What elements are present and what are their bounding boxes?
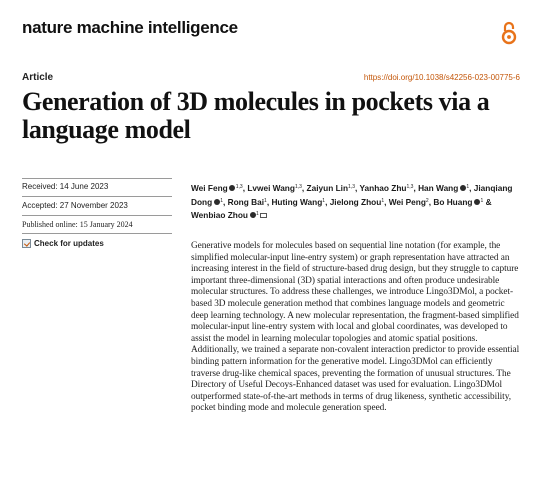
orcid-icon[interactable] <box>229 185 235 191</box>
author-affiliation: 1 <box>220 197 223 204</box>
mail-icon[interactable] <box>260 213 267 218</box>
author-name[interactable]: Han Wang <box>418 183 459 193</box>
open-access-icon[interactable] <box>500 20 518 46</box>
check-updates-label: Check for updates <box>34 239 104 248</box>
orcid-icon[interactable] <box>214 199 220 205</box>
author-name[interactable]: Lvwei Wang <box>247 183 295 193</box>
author-affiliation: 1,3 <box>235 184 243 190</box>
author-name[interactable]: Wei Feng <box>191 183 228 193</box>
author-affiliation: 1 <box>480 197 484 204</box>
author-name[interactable]: Wenbiao Zhou <box>191 210 248 221</box>
author-name[interactable]: Bo Huang <box>433 196 473 207</box>
author-joiner: & <box>483 196 492 207</box>
journal-name[interactable]: nature machine intelligence <box>22 18 238 37</box>
author-affiliation: 1,3 <box>348 184 355 190</box>
orcid-icon[interactable] <box>250 212 256 218</box>
author-name[interactable]: Jielong Zhou <box>329 196 382 207</box>
divider <box>22 196 172 197</box>
doi-link[interactable]: https://doi.org/10.1038/s42256-023-00775-6 <box>363 73 520 82</box>
author-affiliation: 1,3 <box>406 184 414 190</box>
author-affiliation: 1,3 <box>294 184 302 190</box>
author-name[interactable]: Wei Peng <box>388 196 426 207</box>
received-date: Received: 14 June 2023 <box>22 182 109 191</box>
author-name[interactable]: Jianqiang Dong <box>191 183 513 207</box>
author-affiliation: 1 <box>256 211 259 218</box>
divider <box>22 233 172 234</box>
author-name[interactable]: Zaiyun Lin <box>306 183 349 193</box>
article-title: Generation of 3D molecules in pockets via a language model <box>22 87 490 144</box>
author-affiliation: 1 <box>466 184 470 190</box>
author-affiliation: 1 <box>264 197 267 204</box>
author-name[interactable]: Huting Wang <box>271 196 323 207</box>
author-affiliation: 1 <box>381 197 385 204</box>
accepted-date: Accepted: 27 November 2023 <box>22 201 128 210</box>
article-type-label: Article <box>22 72 54 83</box>
divider <box>22 178 172 179</box>
author-list: Wei Feng $^{1,3}$, Lvwei Wang$^{1,3}$, Zaiyun Lin$^{1,3}$, Yanhao Zhu$^{1,3}$, Han Wang $^1$, Jianqiang Dong $^1$, Rong Bai$^1$, Huting Wang$^1$, Jielong Zhou$^1$, Wei Peng$^2$, Bo Huang $^1$ & Wenbiao Zhou $^1$ <box>191 183 513 221</box>
abstract: Generative models for molecules based on sequential line notation (for example, the simplified molecular-input line-entry system) or graph representation have attracted an increasing interest in the field of structure-based drug design, but they struggle to capture important three-dimensional (3D) spatial interactions and often produce undesirable molecular structures. To address these challenges, we introduce Lingo3DMol, a pocket-based 3D molecule generation method that combines language models and geometric deep learning technology. A new molecular representation, the fragment-based simplified molecular-input line-entry system with local and global coordinates, was developed to assist the model in learning molecular topologies and atomic spatial positions. Additionally, we trained a separate non-covalent interaction predictor to provide essential binding pattern information for the generative model. Lingo3DMol can efficiently traverse drug-like chemical spaces, preventing the formation of unusual structures. The Directory of Useful Decoys-Enhanced dataset was used for evaluation. Lingo3DMol outperformed state-of-the-art methods in terms of drug likeness, synthetic accessibility, pocket binding mode and molecule generation speed. <box>191 241 520 414</box>
divider <box>22 215 172 216</box>
published-date: Published online: 15 January 2024 <box>22 220 133 229</box>
author-name[interactable]: Yanhao Zhu <box>359 183 407 193</box>
author-affiliation: 1 <box>322 197 326 204</box>
orcid-icon[interactable] <box>460 185 466 191</box>
author-name[interactable]: Rong Bai <box>227 196 265 207</box>
check-updates-icon <box>22 239 31 248</box>
check-for-updates-button[interactable] <box>22 239 104 248</box>
orcid-icon[interactable] <box>474 199 480 205</box>
author-affiliation: 2 <box>425 197 429 204</box>
